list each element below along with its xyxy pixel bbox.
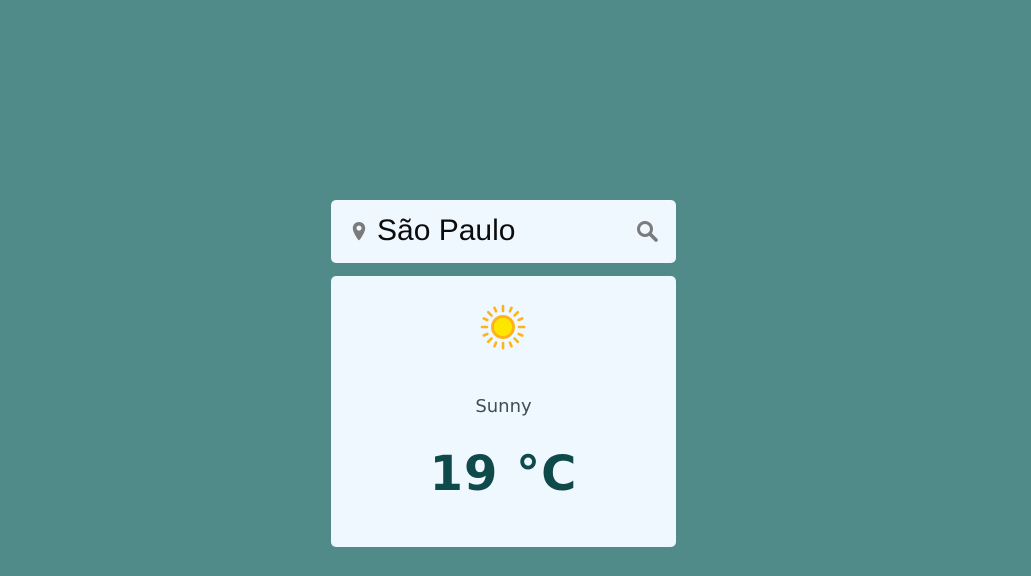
temperature-value: 19 °C <box>429 446 578 502</box>
search-icon[interactable] <box>636 220 658 242</box>
sun-icon <box>480 304 526 350</box>
weather-card <box>331 276 676 547</box>
weather-condition: Sunny <box>475 396 532 417</box>
weather-app <box>331 200 676 547</box>
city-search-input[interactable] <box>377 210 627 252</box>
map-pin-icon <box>352 222 366 241</box>
search-bar <box>331 200 676 263</box>
